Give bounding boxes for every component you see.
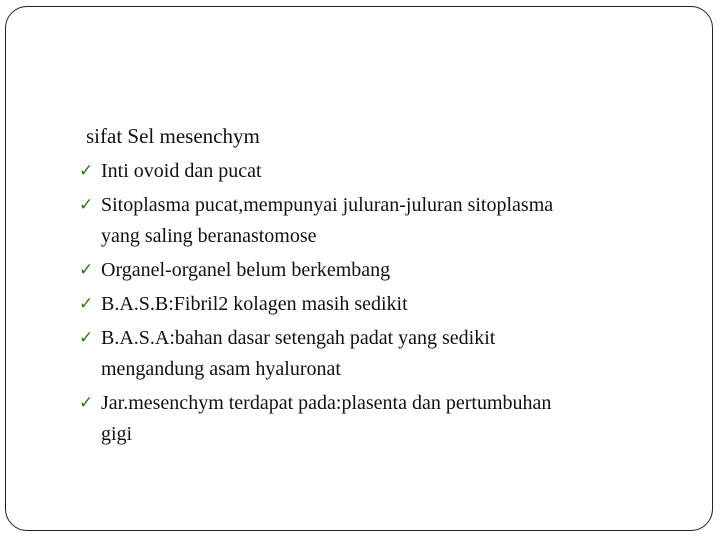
bullet-text: Inti ovoid dan pucat <box>101 160 262 182</box>
checkmark-icon: ✓ <box>79 161 94 181</box>
slide-heading: sifat Sel mesenchym <box>86 124 260 148</box>
bullet-text: B.A.S.B:Fibril2 kolagen masih sedikit <box>101 293 408 315</box>
bullet-text: Jar.mesenchym terdapat pada:plasenta dan pertumbuhan <box>101 392 552 414</box>
bullet-text: B.A.S.A:bahan dasar setengah padat yang sedikit <box>101 327 496 349</box>
bullet-item <box>78 190 678 252</box>
bullet-text-continued: yang saling beranastomose <box>101 225 317 247</box>
bullet-item <box>78 255 678 286</box>
bullet-text-continued: mengandung asam hyaluronat <box>101 358 341 380</box>
checkmark-icon: ✓ <box>79 393 94 413</box>
bullet-text: Sitoplasma pucat,mempunyai juluran-juluran sitoplasma <box>101 194 554 216</box>
checkmark-icon: ✓ <box>79 294 94 314</box>
checkmark-icon: ✓ <box>79 328 94 348</box>
bullet-item <box>78 156 678 187</box>
bullet-text-continued: gigi <box>101 423 133 445</box>
bullet-item <box>78 323 678 385</box>
slide-content <box>78 121 678 453</box>
checkmark-icon: ✓ <box>79 195 94 215</box>
bullet-text: Organel-organel belum berkembang <box>101 259 391 281</box>
bullet-item <box>78 388 678 450</box>
bullet-item <box>78 289 678 320</box>
checkmark-icon: ✓ <box>79 260 94 280</box>
bullet-list <box>78 156 678 450</box>
